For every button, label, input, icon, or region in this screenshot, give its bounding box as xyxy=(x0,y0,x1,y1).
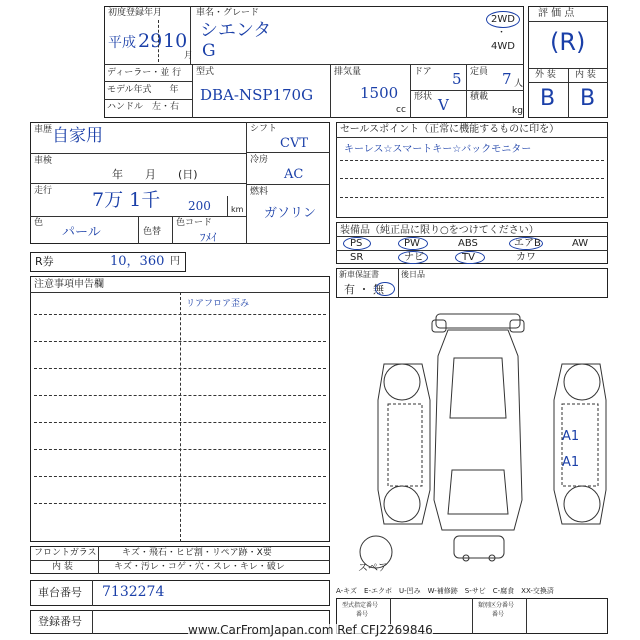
registration-label: 登録番号 xyxy=(38,615,82,628)
windshield-label: フロントガラス xyxy=(34,548,97,558)
car-name: シエンタ xyxy=(200,20,272,41)
handle-label: ハンドル 左・右 xyxy=(107,102,180,112)
first-reg-label: 初度登録年月 xyxy=(108,8,163,18)
dealer-label: ディーラー・並 行 xyxy=(107,68,182,78)
mileage-label: 走行 xyxy=(34,186,53,196)
equip-abs: ABS xyxy=(458,238,478,249)
exterior-label: 外 装 xyxy=(535,70,556,80)
score-label: 評 価 点 xyxy=(538,8,575,19)
shift-label: シフト xyxy=(250,124,278,134)
reg-month: 10 xyxy=(163,30,188,52)
model-year-label: モデル年式 年 xyxy=(107,85,179,95)
yen-unit: 円 xyxy=(170,256,180,267)
shift: CVT xyxy=(280,136,309,151)
interior-condition-text: キズ・汚レ・コゲ・穴・スレ・キレ・破レ xyxy=(114,562,285,572)
capacity: 7 xyxy=(502,70,512,88)
shape-label: 形状 xyxy=(414,92,433,102)
model-code-label: 型式 xyxy=(196,67,215,77)
equip-pw: PW xyxy=(404,238,420,249)
month-unit: 月 xyxy=(184,51,194,61)
recycle-label: R券 xyxy=(35,255,54,268)
fuel: ガソリン xyxy=(264,206,317,221)
doors: 5 xyxy=(452,70,462,88)
color: パール xyxy=(62,225,101,240)
damage-mark-2: A1 xyxy=(562,455,580,470)
drive-4wd: 4WD xyxy=(491,41,515,52)
damage-mark-1: A1 xyxy=(562,429,580,444)
equip-tv: TV xyxy=(462,252,475,263)
spare-label: スペア xyxy=(358,563,388,574)
chassis-label: 車台番号 xyxy=(38,586,82,599)
displacement-label: 排気量 xyxy=(334,67,362,77)
grade: G xyxy=(202,41,216,61)
color-code: ﾌﾒｲ xyxy=(200,231,217,244)
ac-label: 冷房 xyxy=(250,155,269,165)
interior-label: 内 装 xyxy=(575,70,596,80)
equip-navi: ナビ xyxy=(404,252,424,263)
color-check-label: 色替 xyxy=(143,227,162,237)
usage-label: 車歴 xyxy=(34,125,53,135)
classification-label-2: 番号 xyxy=(492,611,505,618)
notes-text: リアフロア歪み xyxy=(186,299,250,309)
fuel-label: 燃料 xyxy=(250,187,269,197)
windshield-text: キズ・飛石・ヒビ割・リペア跡・X要 xyxy=(122,548,272,558)
equip-sr: SR xyxy=(350,252,364,263)
km-unit: km xyxy=(231,205,244,214)
color-label: 色 xyxy=(34,218,44,228)
capacity-unit: 人 xyxy=(514,79,524,89)
warranty-value: 有 ・ 無 xyxy=(344,283,384,296)
exterior-score: B xyxy=(540,86,556,111)
ac: AC xyxy=(284,167,304,182)
selling-points-text: キーレス☆スマートキー☆バックモニター xyxy=(344,144,532,155)
reg-year: 29 xyxy=(138,30,163,52)
model-designation-label: 型式指定番号 xyxy=(342,602,379,609)
color-code-label: 色コード xyxy=(176,218,213,228)
equipment-title: 装備品（純正品に限り○をつけてください） xyxy=(340,225,539,236)
kg-unit: kg xyxy=(512,106,523,116)
warranty-dealer-label: 後日品 xyxy=(401,270,425,279)
door-label: ドア xyxy=(414,67,432,77)
chassis-number: 7132274 xyxy=(102,584,165,600)
equip-ps: PS xyxy=(350,238,363,249)
interior-score: B xyxy=(580,86,596,111)
mileage-sub: 200 xyxy=(188,199,211,213)
interior-condition-label: 内 装 xyxy=(52,562,73,572)
displacement: 1500 xyxy=(360,84,399,102)
warranty-label: 新車保証書 xyxy=(339,270,379,279)
watermark-text: www.CarFromJapan.com Ref CFJ2269846 xyxy=(188,623,433,637)
model-designation-label-2: 番号 xyxy=(356,611,369,618)
classification-label: 類別区分番号 xyxy=(478,602,515,609)
drive-dot: ・ xyxy=(497,28,507,38)
usage: 自家用 xyxy=(52,126,103,146)
recycle-amount: 10，360 xyxy=(110,254,165,269)
shape: V xyxy=(438,96,449,114)
capacity-label: 定員 xyxy=(470,67,489,77)
damage-legend: A-キズ E-エクボ U-凹み W-補修跡 S-サビ C-腐食 XX-交換済 xyxy=(336,587,554,595)
score-value: (R) xyxy=(550,28,586,56)
cc-unit: cc xyxy=(396,105,406,115)
selling-points-title: セールスポイント（正常に機能するものに印を） xyxy=(340,124,560,135)
drive-2wd: 2WD xyxy=(491,14,515,25)
equip-aw: AW xyxy=(572,238,589,249)
inspection-label: 車検 xyxy=(34,156,53,166)
equip-leather: カワ xyxy=(516,252,536,263)
mileage: 7万 1千 xyxy=(92,189,161,211)
model-code: DBA-NSP170G xyxy=(200,86,314,104)
notes-title: 注意事項申告欄 xyxy=(34,279,104,290)
equip-airbag: エアB xyxy=(514,238,541,249)
era-text: 平成 xyxy=(108,35,136,51)
inspection-format: 年 月 (日) xyxy=(112,168,198,181)
name-grade-label: 車名・グレード xyxy=(196,8,260,18)
load-label: 積載 xyxy=(470,92,489,102)
